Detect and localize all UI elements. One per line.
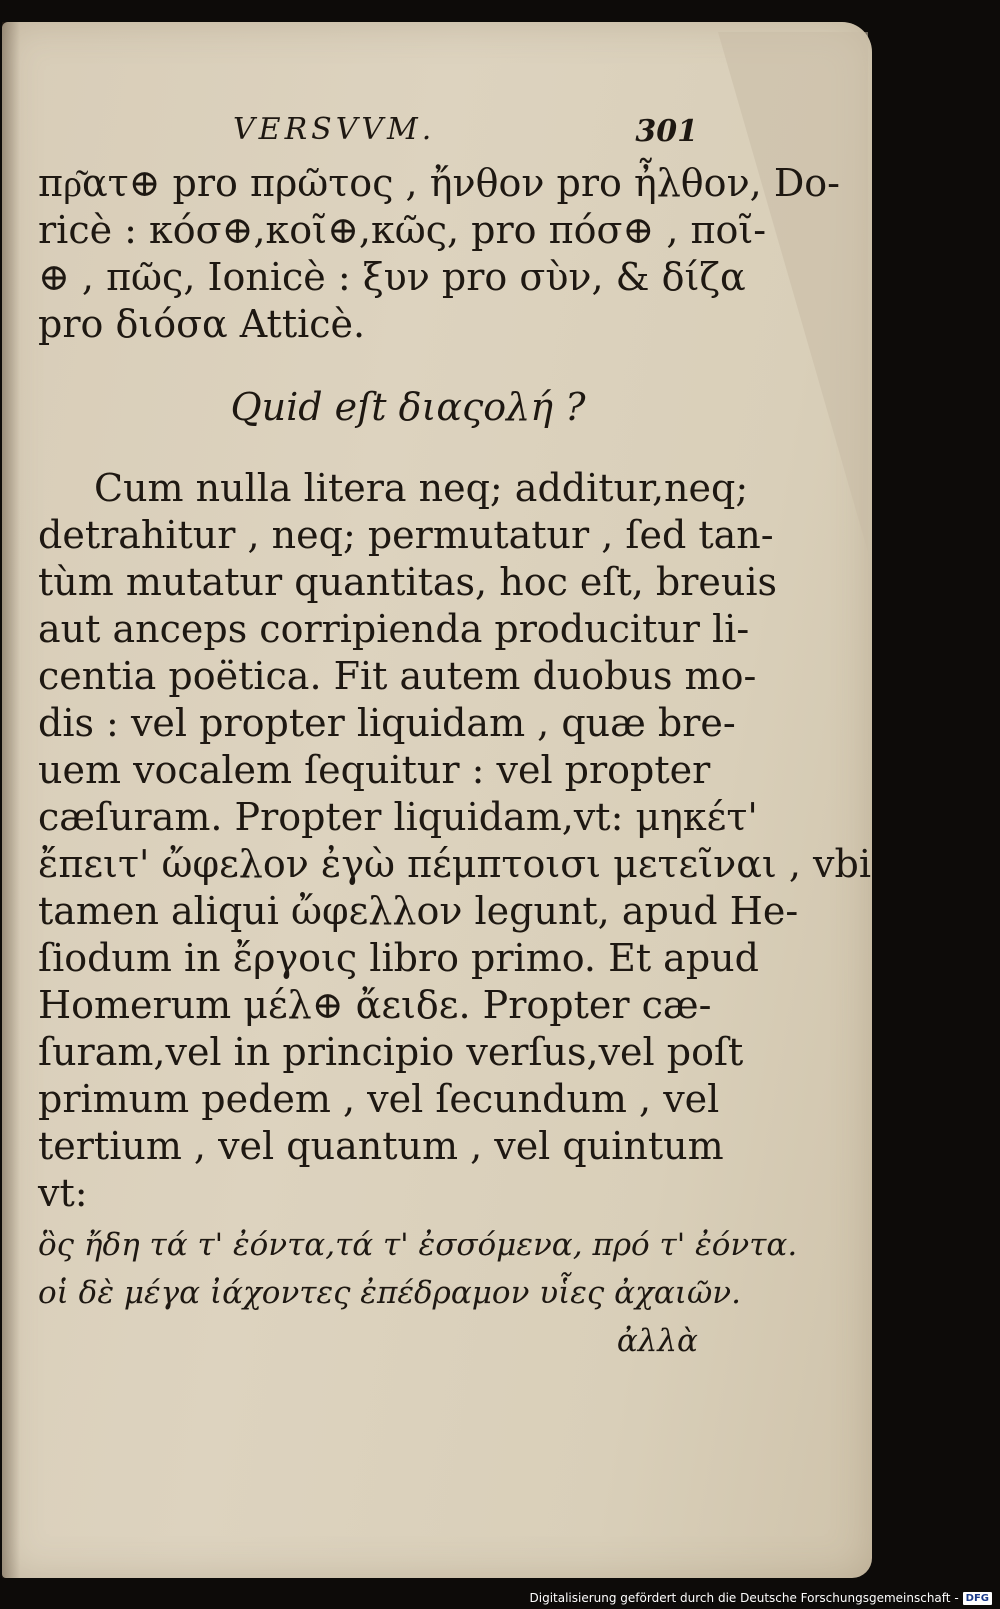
text-line: Cum nulla litera neq; additur,neq; bbox=[94, 466, 749, 510]
verse-line: ὃς ἤδη τά τ' ἐόντα,τά τ' ἐσσόμενα, πρό τ' ἐόντα. bbox=[38, 1227, 798, 1263]
text-line: tùm mutatur quantitas, hoc eſt, breuis bbox=[38, 560, 778, 604]
text-line: dis : vel propter liquidam , quæ bre- bbox=[38, 701, 736, 745]
verse-line: οἱ δὲ μέγα ἰάχοντες ἐπέδραμον υἷες ἀχαιῶν. bbox=[38, 1275, 741, 1311]
text-line: uem vocalem ſequitur : vel propter bbox=[38, 748, 711, 792]
credit-text: Digitalisierung gefördert durch die Deutsche Forschungsgemeinschaft - bbox=[529, 1591, 959, 1605]
greek-verses bbox=[38, 1221, 798, 1317]
text-line: ἔπειτ' ὤφελον ἐγὼ πέμπτοισι μετεῖναι , vbi bbox=[38, 842, 871, 886]
paragraph-dorice bbox=[38, 160, 841, 348]
text-line: cæſuram. Propter liquidam,vt: μηκέτ' bbox=[38, 795, 758, 839]
text-line: ricè : κόσ⊕,κοῖ⊕,κῶς, pro πόσ⊕ , ποῖ- bbox=[38, 208, 767, 252]
text-line: ſiodum in ἔργοις libro primo. Et apud bbox=[38, 936, 759, 980]
text-line: primum pedem , vel ſecundum , vel bbox=[38, 1077, 720, 1121]
text-line: Homerum μέλ⊕ ἄειδε. Propter cæ- bbox=[38, 983, 712, 1027]
text-line: aut anceps corripienda producitur li- bbox=[38, 607, 750, 651]
text-line: tamen aliqui ὤφελλον legunt, apud He- bbox=[38, 889, 799, 933]
text-line: ⊕ , πῶς, Ionicè : ξυν pro σὺν, & δίζα bbox=[38, 255, 746, 299]
text-line: centia poëtica. Fit autem duobus mo- bbox=[38, 654, 757, 698]
text-line: vt: bbox=[38, 1171, 88, 1215]
paragraph-body bbox=[38, 465, 871, 1217]
spine-shadow bbox=[2, 22, 20, 1578]
page-number: 301 bbox=[635, 114, 698, 149]
text-line: tertium , vel quantum , vel quintum bbox=[38, 1124, 724, 1168]
running-head bbox=[38, 112, 698, 160]
text-block bbox=[38, 112, 871, 1365]
section-heading: Quid eſt διαςολή ? bbox=[230, 385, 586, 429]
text-line: ſuram,vel in principio verſus,vel poſt bbox=[38, 1030, 744, 1074]
digitization-credit bbox=[530, 1591, 993, 1605]
text-line: pro διόσα Atticè. bbox=[38, 302, 366, 346]
catchword: ἀλλὰ bbox=[616, 1323, 698, 1359]
running-head-title: VERSVVM. bbox=[233, 112, 436, 147]
text-line: πρ͂ατ⊕ pro πρῶτος , ἤνθον pro ἦλθον, Do- bbox=[38, 161, 841, 205]
dfg-logo: DFG bbox=[963, 1592, 992, 1605]
text-line: detrahitur , neq; permutatur , ſed tan- bbox=[38, 513, 774, 557]
